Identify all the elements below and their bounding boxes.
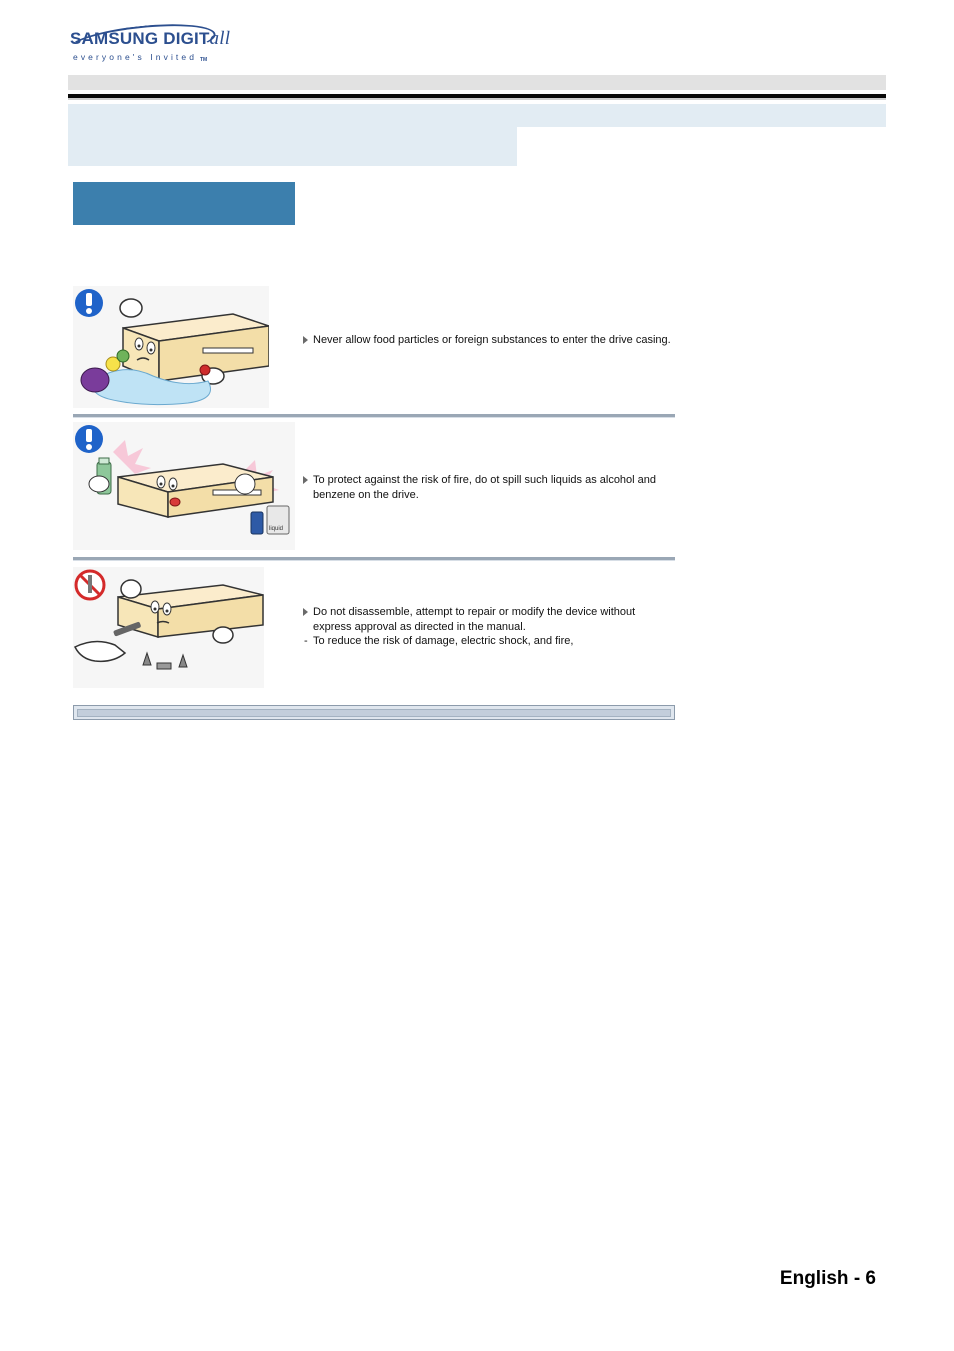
arrow-bullet-icon: [303, 476, 308, 484]
row-divider: [73, 557, 675, 561]
row-2-text: [301, 473, 673, 502]
logo-tagline: everyone's Invited: [73, 52, 198, 62]
row-3-text: [301, 605, 673, 649]
section-heading-box: [73, 182, 295, 225]
exclamation-icon: [75, 425, 103, 453]
caution-row-3: [73, 567, 675, 691]
list-item-text: To reduce the risk of damage, electric shock, and fire,: [313, 635, 574, 647]
drive-with-liquids-illustration: [73, 422, 295, 550]
header-rule-shadow: [68, 98, 886, 100]
dash-bullet: -: [304, 635, 308, 647]
list-item: [301, 605, 673, 634]
caution-row-1: [73, 286, 675, 414]
list-item: [301, 473, 673, 502]
arrow-bullet-icon: [303, 608, 308, 616]
list-item: [301, 634, 673, 649]
caution-row-2: [73, 422, 675, 556]
logo-wordmark-italic: all: [209, 28, 231, 49]
row-1-text: [301, 333, 673, 348]
title-band-notch: [503, 127, 517, 166]
list-item-text: Do not disassemble, attempt to repair or modify the device without express approval as directed in the manual.: [313, 606, 636, 633]
drive-disassembly-illustration: [73, 567, 264, 688]
header-grey-bar: [68, 75, 886, 90]
bottle-label: liquid: [269, 526, 284, 532]
samsung-logo: [70, 28, 231, 70]
list-item-text: Never allow food particles or foreign substances to enter the drive casing.: [313, 334, 671, 346]
logo-trademark: TM: [200, 57, 208, 63]
horizontal-scrollbar[interactable]: [73, 705, 675, 720]
logo-wordmark: [70, 28, 230, 50]
title-band-top: [68, 104, 886, 127]
list-item-text: To protect against the risk of fire, do ot spill such liquids as alcohol and benzene on the drive.: [313, 474, 657, 501]
page-number: English - 6: [779, 1268, 876, 1289]
list-item: [301, 333, 673, 348]
arrow-bullet-icon: [303, 336, 308, 344]
exclamation-icon: [75, 289, 103, 317]
title-band-left: [68, 127, 503, 166]
row-divider: [73, 414, 675, 418]
logo-wordmark-main: SAMSUNG DIGIT: [70, 29, 210, 48]
scrollbar-thumb[interactable]: [77, 709, 671, 717]
prohibited-icon: [76, 571, 104, 599]
drive-with-spilled-food-illustration: [73, 286, 269, 408]
